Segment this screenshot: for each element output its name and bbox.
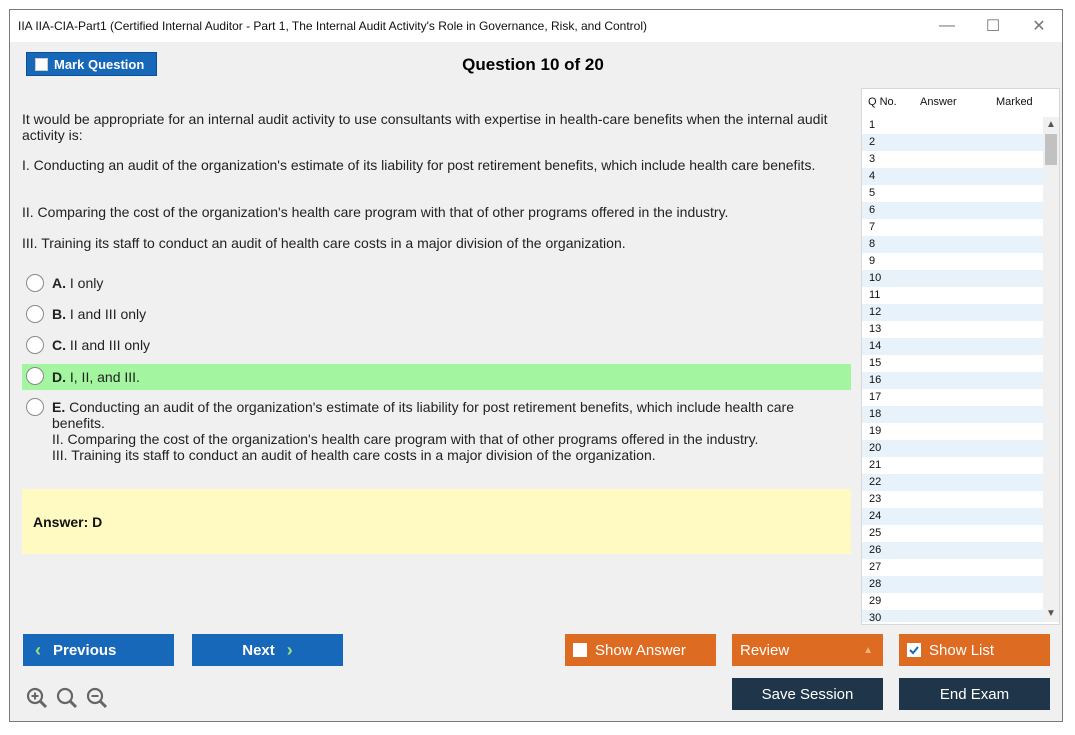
option-e[interactable]: [22, 398, 851, 464]
zoom-in-icon[interactable]: [26, 687, 48, 709]
question-list-row[interactable]: [862, 542, 1043, 559]
previous-label: Previous: [53, 641, 117, 659]
option-a-radio[interactable]: [26, 274, 44, 292]
question-number: 30: [869, 612, 882, 622]
question-list-row[interactable]: [862, 304, 1043, 321]
save-session-label: Save Session: [761, 685, 854, 703]
show-answer-checkbox[interactable]: [573, 643, 587, 657]
question-list-row[interactable]: [862, 610, 1043, 622]
scroll-up-icon[interactable]: ▲: [1046, 119, 1056, 130]
question-list-row[interactable]: [862, 474, 1043, 491]
show-list-label: Show List: [929, 641, 995, 659]
question-number: 18: [869, 408, 882, 420]
option-c-label: [52, 337, 847, 353]
question-number: 1: [869, 119, 876, 131]
option-e-text: Conducting an audit of the organization's estimate of its liability for post retirement benefits, which include health care benefits.: [52, 399, 794, 431]
answer-box: [22, 489, 851, 554]
option-d-letter: D.: [52, 369, 66, 385]
question-panel: [12, 86, 858, 625]
question-stem: It would be appropriate for an internal audit activity to use consultants with expertise in health-care benefits when the internal audit activity is:: [22, 111, 828, 143]
option-a-label: [52, 275, 847, 291]
option-c-radio[interactable]: [26, 336, 44, 354]
previous-button[interactable]: [23, 634, 174, 666]
show-answer-label: Show Answer: [595, 641, 686, 659]
question-number: 12: [869, 306, 882, 318]
question-number: 3: [869, 153, 876, 165]
mark-question-label: Mark Question: [54, 56, 145, 72]
option-c[interactable]: [22, 336, 851, 358]
question-list-row[interactable]: [862, 389, 1043, 406]
question-number: 16: [869, 374, 882, 386]
question-header: [10, 42, 1062, 86]
question-number: 26: [869, 544, 882, 556]
show-list-checkbox[interactable]: [907, 643, 921, 657]
option-d-text: I, II, and III.: [69, 369, 140, 385]
question-list-row[interactable]: [862, 287, 1043, 304]
app-window: [9, 9, 1063, 722]
question-list-row[interactable]: [862, 440, 1043, 457]
answer-text: Answer: D: [33, 514, 103, 530]
question-list-row[interactable]: [862, 134, 1043, 151]
question-counter: [10, 55, 1056, 75]
question-number: 8: [869, 238, 876, 250]
review-label: Review: [740, 641, 790, 659]
window-title: IIA IIA-CIA-Part1 (Certified Internal Auditor - Part 1, The Internal Audit Activity's Role in Governance, Risk, and Control): [18, 19, 648, 33]
review-button[interactable]: [732, 634, 883, 666]
minimize-button[interactable]: [924, 10, 970, 42]
option-b-letter: B.: [52, 306, 66, 322]
close-icon: ✕: [1032, 18, 1046, 35]
question-list-row[interactable]: [862, 491, 1043, 508]
column-qno: Q No.: [868, 96, 897, 108]
dropdown-arrow-icon: ▲: [863, 644, 873, 656]
question-statement-2: II. Comparing the cost of the organization's health care program with that of other programs offered in the industry.: [22, 204, 729, 220]
option-b-text: I and III only: [69, 306, 147, 322]
show-answer-button[interactable]: [565, 634, 716, 666]
question-number: 13: [869, 323, 882, 335]
close-button[interactable]: [1016, 10, 1062, 42]
question-list-row[interactable]: [862, 253, 1043, 270]
question-list-row[interactable]: [862, 219, 1043, 236]
question-list-row[interactable]: [862, 236, 1043, 253]
question-number: 24: [869, 510, 882, 522]
question-number: 15: [869, 357, 882, 369]
checkmark-icon: [908, 644, 920, 656]
question-statement-1: I. Conducting an audit of the organization's estimate of its liability for post retirement benefits, which include health care benefits.: [22, 157, 816, 173]
question-number: 22: [869, 476, 882, 488]
question-number: 19: [869, 425, 882, 437]
column-marked: Marked: [996, 96, 1033, 108]
option-a-letter: A.: [52, 275, 66, 291]
question-list-row[interactable]: [862, 423, 1043, 440]
question-number: 28: [869, 578, 882, 590]
question-list-row[interactable]: [862, 559, 1043, 576]
question-list-row[interactable]: [862, 355, 1043, 372]
question-number: 4: [869, 170, 876, 182]
option-d-label: [52, 369, 847, 385]
question-statement-3: III. Training its staff to conduct an audit of health care costs in a major division of the organization.: [22, 235, 626, 251]
question-number: 25: [869, 527, 882, 539]
next-button[interactable]: [192, 634, 343, 666]
option-a[interactable]: [22, 274, 851, 296]
option-e-line-3: III. Training its staff to conduct an audit of health care costs in a major division of the organization.: [52, 447, 656, 463]
scroll-thumb[interactable]: [1045, 134, 1057, 165]
option-e-radio[interactable]: [26, 398, 44, 416]
question-number: 23: [869, 493, 882, 505]
question-number: 21: [869, 459, 882, 471]
question-number: 11: [869, 289, 881, 301]
next-label: Next: [242, 641, 275, 659]
question-list-row[interactable]: [862, 508, 1043, 525]
question-list-row[interactable]: [862, 525, 1043, 542]
option-d[interactable]: [22, 364, 851, 390]
option-e-line-2: II. Comparing the cost of the organization's health care program with that of other programs offered in the industry.: [52, 431, 759, 447]
question-list-rows: [862, 117, 1043, 622]
maximize-icon: ☐: [985, 18, 1001, 35]
question-list-row[interactable]: [862, 321, 1043, 338]
question-number: 20: [869, 442, 882, 454]
question-number: 6: [869, 204, 876, 216]
question-list-row[interactable]: [862, 185, 1043, 202]
question-number: 27: [869, 561, 882, 573]
chevron-right-icon: ›: [286, 639, 293, 660]
question-list-row[interactable]: [862, 576, 1043, 593]
question-list-row[interactable]: [862, 457, 1043, 474]
window-controls: [924, 10, 1062, 42]
question-list-panel: [861, 88, 1060, 625]
question-number: 5: [869, 187, 876, 199]
title-bar: [10, 10, 1062, 42]
question-list-row[interactable]: [862, 202, 1043, 219]
question-number: 2: [869, 136, 876, 148]
chevron-left-icon: ‹: [35, 639, 41, 660]
question-list-header: [862, 89, 1059, 113]
question-counter-text: Question 10 of 20: [462, 55, 604, 74]
show-list-button[interactable]: [899, 634, 1050, 666]
question-list-row[interactable]: [862, 593, 1043, 610]
question-number: 10: [869, 272, 882, 284]
option-b[interactable]: [22, 305, 851, 327]
option-b-radio[interactable]: [26, 305, 44, 323]
question-list-row[interactable]: [862, 270, 1043, 287]
question-number: 17: [869, 391, 882, 403]
save-session-button[interactable]: [732, 678, 883, 710]
zoom-reset-icon[interactable]: [56, 687, 78, 709]
question-list-row[interactable]: [862, 151, 1043, 168]
question-list-row[interactable]: [862, 338, 1043, 355]
question-number: 9: [869, 255, 876, 267]
option-b-label: [52, 306, 847, 322]
question-list-row[interactable]: [862, 406, 1043, 423]
minimize-icon: —: [939, 17, 955, 34]
maximize-button[interactable]: [970, 10, 1016, 42]
option-e-label: [52, 399, 847, 463]
question-list-row[interactable]: [862, 117, 1043, 134]
column-answer: Answer: [920, 96, 957, 108]
question-list-row[interactable]: [862, 168, 1043, 185]
end-exam-label: End Exam: [939, 685, 1010, 703]
option-e-letter: E.: [52, 399, 66, 415]
question-number: 14: [869, 340, 882, 352]
question-list-row[interactable]: [862, 372, 1043, 389]
option-d-radio[interactable]: [26, 367, 44, 385]
question-number: 29: [869, 595, 882, 607]
zoom-out-icon[interactable]: [86, 687, 108, 709]
option-c-text: II and III only: [69, 337, 151, 353]
option-c-letter: C.: [52, 337, 66, 353]
scroll-down-icon[interactable]: ▼: [1046, 608, 1056, 619]
question-list-scrollbar[interactable]: [1043, 117, 1059, 622]
question-number: 7: [869, 221, 876, 233]
end-exam-button[interactable]: [899, 678, 1050, 710]
option-a-text: I only: [69, 275, 104, 291]
